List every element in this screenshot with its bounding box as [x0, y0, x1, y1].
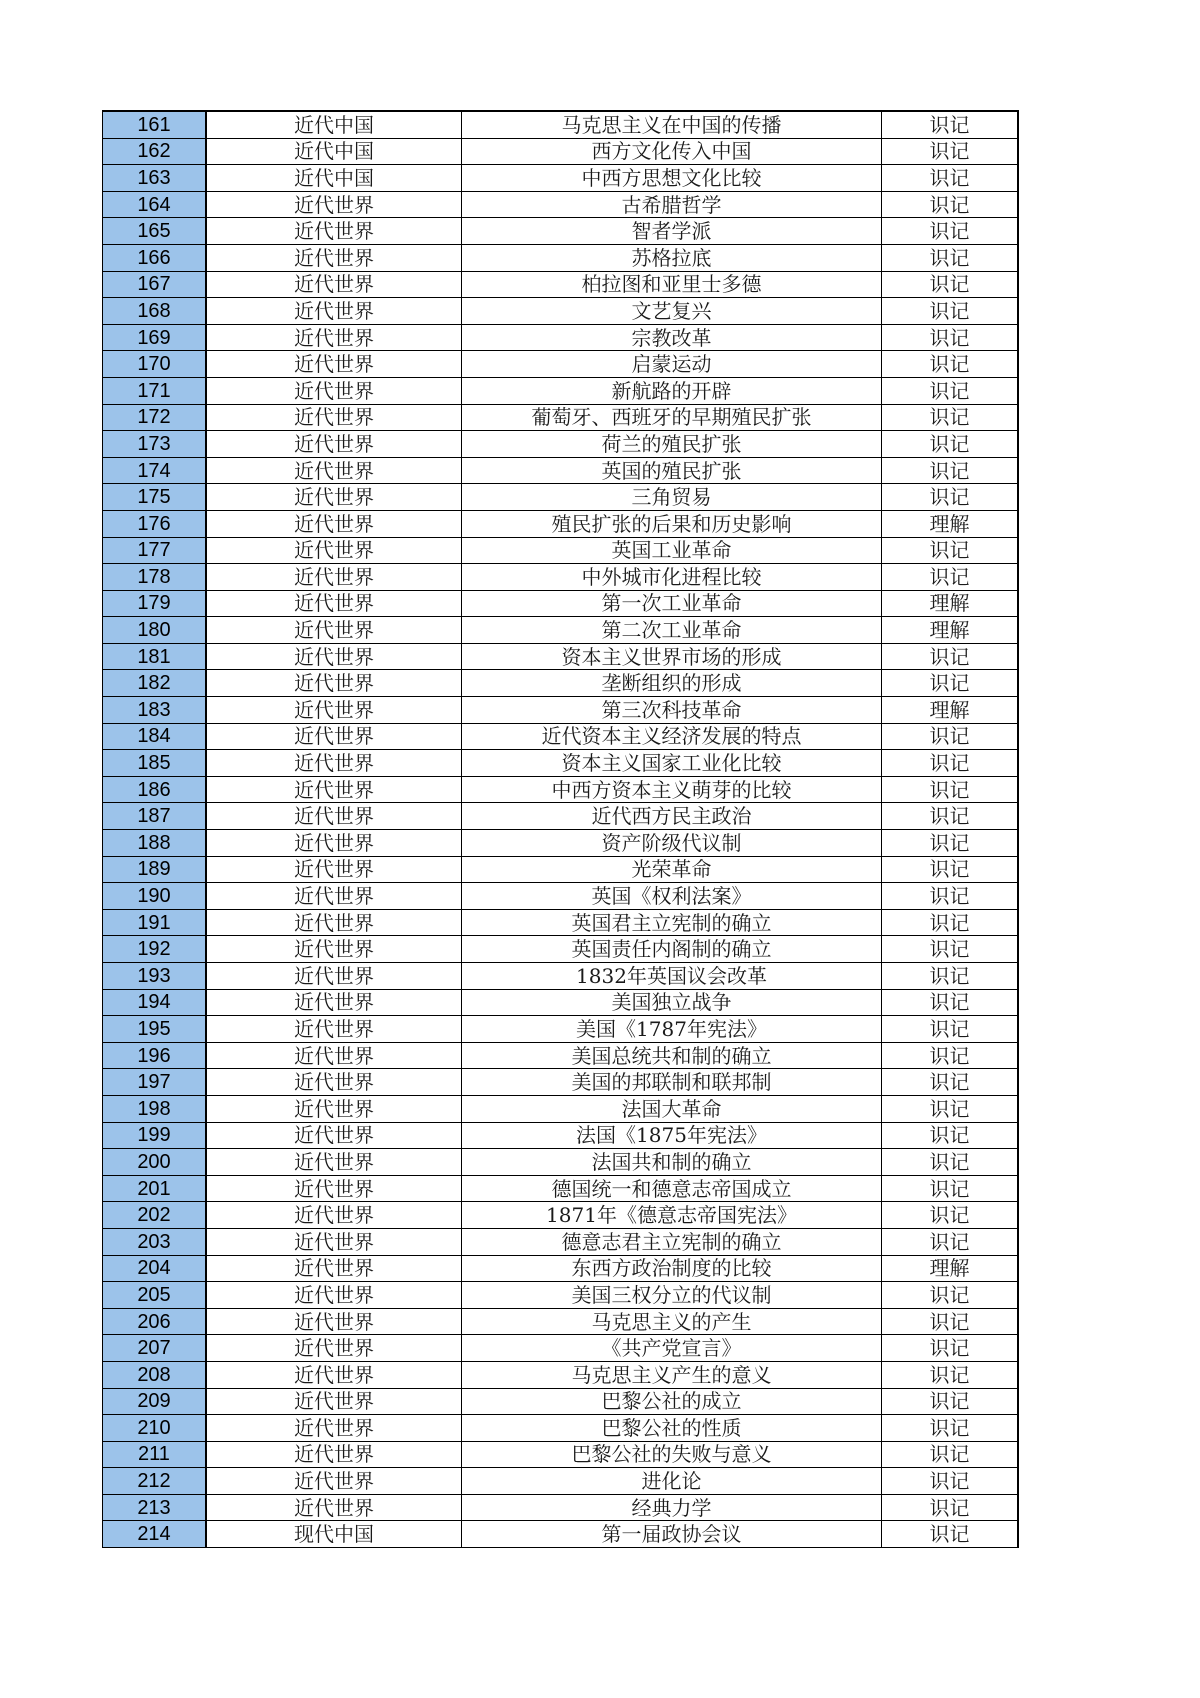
- topic-cell[interactable]: 近代西方民主政治: [462, 803, 882, 830]
- row-number-cell[interactable]: 178: [103, 564, 207, 591]
- topic-cell[interactable]: 殖民扩张的后果和历史影响: [462, 510, 882, 537]
- topic-cell[interactable]: 德国统一和德意志帝国成立: [462, 1175, 882, 1202]
- table-row: [103, 431, 1019, 458]
- category-cell[interactable]: 近代世界: [206, 1149, 462, 1176]
- row-number-cell[interactable]: 182: [103, 670, 207, 697]
- level-cell[interactable]: 识记: [882, 1122, 1019, 1149]
- topic-cell[interactable]: 中外城市化进程比较: [462, 564, 882, 591]
- row-number-cell[interactable]: 214: [103, 1521, 207, 1548]
- level-cell[interactable]: 识记: [882, 165, 1019, 192]
- row-number-cell[interactable]: 199: [103, 1122, 207, 1149]
- level-cell[interactable]: 识记: [882, 1361, 1019, 1388]
- topic-cell[interactable]: 葡萄牙、西班牙的早期殖民扩张: [462, 404, 882, 431]
- category-cell[interactable]: 近代世界: [206, 431, 462, 458]
- table-row: [103, 1361, 1019, 1388]
- table-row: [103, 1494, 1019, 1521]
- category-cell[interactable]: 近代世界: [206, 590, 462, 617]
- table-row: [103, 510, 1019, 537]
- level-cell[interactable]: 识记: [882, 1308, 1019, 1335]
- table-row: [103, 138, 1019, 165]
- row-number-cell[interactable]: 171: [103, 377, 207, 404]
- topic-cell[interactable]: 柏拉图和亚里士多德: [462, 271, 882, 298]
- category-cell[interactable]: 近代世界: [206, 324, 462, 351]
- row-number-cell[interactable]: 177: [103, 537, 207, 564]
- row-number-cell[interactable]: 187: [103, 803, 207, 830]
- level-cell[interactable]: 识记: [882, 776, 1019, 803]
- topic-cell[interactable]: 古希腊哲学: [462, 191, 882, 218]
- level-cell[interactable]: 识记: [882, 1042, 1019, 1069]
- topic-cell[interactable]: 巴黎公社的成立: [462, 1388, 882, 1415]
- row-number-cell[interactable]: 213: [103, 1494, 207, 1521]
- topic-cell[interactable]: 巴黎公社的失败与意义: [462, 1441, 882, 1468]
- topic-cell[interactable]: 德意志君主立宪制的确立: [462, 1228, 882, 1255]
- table-row: [103, 1042, 1019, 1069]
- table-row: [103, 1149, 1019, 1176]
- topic-cell[interactable]: 1871年《德意志帝国宪法》: [462, 1202, 882, 1229]
- table-row: [103, 351, 1019, 378]
- category-cell[interactable]: 近代世界: [206, 989, 462, 1016]
- category-cell[interactable]: 近代世界: [206, 1308, 462, 1335]
- category-cell[interactable]: 近代世界: [206, 670, 462, 697]
- topic-cell[interactable]: 《共产党宣言》: [462, 1335, 882, 1362]
- table-row: [103, 830, 1019, 857]
- category-cell[interactable]: 近代世界: [206, 1175, 462, 1202]
- level-cell[interactable]: 识记: [882, 457, 1019, 484]
- level-cell[interactable]: 理解: [882, 1255, 1019, 1282]
- row-number-cell[interactable]: 163: [103, 165, 207, 192]
- row-number-cell[interactable]: 173: [103, 431, 207, 458]
- level-cell[interactable]: 识记: [882, 1202, 1019, 1229]
- topic-cell[interactable]: 宗教改革: [462, 324, 882, 351]
- level-cell[interactable]: 识记: [882, 989, 1019, 1016]
- table-row: [103, 1122, 1019, 1149]
- table-body: [103, 111, 1019, 1548]
- level-cell[interactable]: 识记: [882, 377, 1019, 404]
- level-cell[interactable]: 识记: [882, 1521, 1019, 1548]
- table-row: [103, 1441, 1019, 1468]
- level-cell[interactable]: 识记: [882, 1016, 1019, 1043]
- category-cell[interactable]: 近代世界: [206, 484, 462, 511]
- topic-cell[interactable]: 美国《1787年宪法》: [462, 1016, 882, 1043]
- topic-cell[interactable]: 法国《1875年宪法》: [462, 1122, 882, 1149]
- level-cell[interactable]: 识记: [882, 1095, 1019, 1122]
- level-cell[interactable]: 识记: [882, 191, 1019, 218]
- topic-cell[interactable]: 美国三权分立的代议制: [462, 1282, 882, 1309]
- topic-cell[interactable]: 马克思主义产生的意义: [462, 1361, 882, 1388]
- topic-cell[interactable]: 智者学派: [462, 218, 882, 245]
- topic-cell[interactable]: 资本主义国家工业化比较: [462, 750, 882, 777]
- topic-cell[interactable]: 中西方资本主义萌芽的比较: [462, 776, 882, 803]
- level-cell[interactable]: 识记: [882, 564, 1019, 591]
- table-row: [103, 1335, 1019, 1362]
- table-row: [103, 1069, 1019, 1096]
- row-number-cell[interactable]: 175: [103, 484, 207, 511]
- topic-cell[interactable]: 第一届政协会议: [462, 1521, 882, 1548]
- topic-cell[interactable]: 马克思主义的产生: [462, 1308, 882, 1335]
- category-cell[interactable]: 近代世界: [206, 909, 462, 936]
- topic-cell[interactable]: 启蒙运动: [462, 351, 882, 378]
- category-cell[interactable]: 近代世界: [206, 351, 462, 378]
- row-number-cell[interactable]: 172: [103, 404, 207, 431]
- category-cell[interactable]: 近代世界: [206, 936, 462, 963]
- row-number-cell[interactable]: 186: [103, 776, 207, 803]
- table-row: [103, 617, 1019, 644]
- category-cell[interactable]: 近代世界: [206, 1202, 462, 1229]
- topic-cell[interactable]: 马克思主义在中国的传播: [462, 111, 882, 138]
- row-number-cell[interactable]: 180: [103, 617, 207, 644]
- level-cell[interactable]: 识记: [882, 1441, 1019, 1468]
- table-row: [103, 244, 1019, 271]
- table-row: [103, 936, 1019, 963]
- topic-cell[interactable]: 英国的殖民扩张: [462, 457, 882, 484]
- category-cell[interactable]: 近代世界: [206, 271, 462, 298]
- table-row: [103, 1282, 1019, 1309]
- category-cell[interactable]: 近代世界: [206, 1282, 462, 1309]
- table-row: [103, 963, 1019, 990]
- level-cell[interactable]: 识记: [882, 404, 1019, 431]
- level-cell[interactable]: 识记: [882, 1228, 1019, 1255]
- topic-cell[interactable]: 美国的邦联制和联邦制: [462, 1069, 882, 1096]
- table-row: [103, 856, 1019, 883]
- level-cell[interactable]: 识记: [882, 909, 1019, 936]
- level-cell[interactable]: 识记: [882, 1468, 1019, 1495]
- level-cell[interactable]: 识记: [882, 1149, 1019, 1176]
- row-number-cell[interactable]: 165: [103, 218, 207, 245]
- row-number-cell[interactable]: 194: [103, 989, 207, 1016]
- level-cell[interactable]: 识记: [882, 963, 1019, 990]
- topic-table: [102, 110, 1019, 1548]
- topic-cell[interactable]: 法国共和制的确立: [462, 1149, 882, 1176]
- level-cell[interactable]: 识记: [882, 856, 1019, 883]
- row-number-cell[interactable]: 166: [103, 244, 207, 271]
- category-cell[interactable]: 近代世界: [206, 1069, 462, 1096]
- level-cell[interactable]: 识记: [882, 830, 1019, 857]
- table-row: [103, 324, 1019, 351]
- table-row: [103, 1415, 1019, 1442]
- level-cell[interactable]: 识记: [882, 1388, 1019, 1415]
- level-cell[interactable]: 识记: [882, 1335, 1019, 1362]
- category-cell[interactable]: 近代世界: [206, 1468, 462, 1495]
- category-cell[interactable]: 近代世界: [206, 617, 462, 644]
- category-cell[interactable]: 近代世界: [206, 1441, 462, 1468]
- table-row: [103, 750, 1019, 777]
- table-row: [103, 111, 1019, 138]
- category-cell[interactable]: 近代世界: [206, 1388, 462, 1415]
- category-cell[interactable]: 近代世界: [206, 1415, 462, 1442]
- category-cell[interactable]: 近代中国: [206, 165, 462, 192]
- table-row: [103, 537, 1019, 564]
- table-row: [103, 909, 1019, 936]
- category-cell[interactable]: 近代世界: [206, 830, 462, 857]
- table-row: [103, 1202, 1019, 1229]
- row-number-cell[interactable]: 164: [103, 191, 207, 218]
- table-row: [103, 457, 1019, 484]
- row-number-cell[interactable]: 168: [103, 298, 207, 325]
- topic-cell[interactable]: 垄断组织的形成: [462, 670, 882, 697]
- row-number-cell[interactable]: 198: [103, 1095, 207, 1122]
- category-cell[interactable]: 近代世界: [206, 1361, 462, 1388]
- level-cell[interactable]: 识记: [882, 244, 1019, 271]
- topic-cell[interactable]: 近代资本主义经济发展的特点: [462, 723, 882, 750]
- level-cell[interactable]: 识记: [882, 670, 1019, 697]
- topic-cell[interactable]: 三角贸易: [462, 484, 882, 511]
- row-number-cell[interactable]: 188: [103, 830, 207, 857]
- table-row: [103, 1255, 1019, 1282]
- level-cell[interactable]: 识记: [882, 138, 1019, 165]
- category-cell[interactable]: 近代世界: [206, 697, 462, 724]
- table-row: [103, 723, 1019, 750]
- topic-cell[interactable]: 荷兰的殖民扩张: [462, 431, 882, 458]
- topic-cell[interactable]: 中西方思想文化比较: [462, 165, 882, 192]
- row-number-cell[interactable]: 209: [103, 1388, 207, 1415]
- topic-cell[interactable]: 经典力学: [462, 1494, 882, 1521]
- category-cell[interactable]: 近代世界: [206, 218, 462, 245]
- row-number-cell[interactable]: 196: [103, 1042, 207, 1069]
- level-cell[interactable]: 识记: [882, 111, 1019, 138]
- category-cell[interactable]: 近代中国: [206, 111, 462, 138]
- level-cell[interactable]: 识记: [882, 1415, 1019, 1442]
- topic-cell[interactable]: 文艺复兴: [462, 298, 882, 325]
- table-row: [103, 643, 1019, 670]
- row-number-cell[interactable]: 200: [103, 1149, 207, 1176]
- category-cell[interactable]: 近代世界: [206, 963, 462, 990]
- table-row: [103, 776, 1019, 803]
- level-cell[interactable]: 理解: [882, 697, 1019, 724]
- category-cell[interactable]: 近代世界: [206, 856, 462, 883]
- topic-cell[interactable]: 英国工业革命: [462, 537, 882, 564]
- category-cell[interactable]: 近代世界: [206, 803, 462, 830]
- topic-cell[interactable]: 西方文化传入中国: [462, 138, 882, 165]
- row-number-cell[interactable]: 195: [103, 1016, 207, 1043]
- topic-cell[interactable]: 资本主义世界市场的形成: [462, 643, 882, 670]
- topic-cell[interactable]: 光荣革命: [462, 856, 882, 883]
- row-number-cell[interactable]: 190: [103, 883, 207, 910]
- topic-cell[interactable]: 法国大革命: [462, 1095, 882, 1122]
- row-number-cell[interactable]: 179: [103, 590, 207, 617]
- table-row: [103, 1175, 1019, 1202]
- table-row: [103, 590, 1019, 617]
- topic-cell[interactable]: 1832年英国议会改革: [462, 963, 882, 990]
- category-cell[interactable]: 近代世界: [206, 1122, 462, 1149]
- topic-cell[interactable]: 苏格拉底: [462, 244, 882, 271]
- table-row: [103, 218, 1019, 245]
- row-number-cell[interactable]: 191: [103, 909, 207, 936]
- category-cell[interactable]: 近代世界: [206, 776, 462, 803]
- row-number-cell[interactable]: 161: [103, 111, 207, 138]
- row-number-cell[interactable]: 203: [103, 1228, 207, 1255]
- category-cell[interactable]: 近代世界: [206, 1042, 462, 1069]
- topic-cell[interactable]: 美国独立战争: [462, 989, 882, 1016]
- level-cell[interactable]: 识记: [882, 271, 1019, 298]
- level-cell[interactable]: 识记: [882, 1494, 1019, 1521]
- category-cell[interactable]: 近代世界: [206, 510, 462, 537]
- level-cell[interactable]: 识记: [882, 218, 1019, 245]
- category-cell[interactable]: 近代中国: [206, 138, 462, 165]
- row-number-cell[interactable]: 185: [103, 750, 207, 777]
- table-row: [103, 298, 1019, 325]
- level-cell[interactable]: 识记: [882, 723, 1019, 750]
- table-row: [103, 1228, 1019, 1255]
- category-cell[interactable]: 近代世界: [206, 643, 462, 670]
- table-row: [103, 1521, 1019, 1548]
- level-cell[interactable]: 识记: [882, 484, 1019, 511]
- level-cell[interactable]: 识记: [882, 351, 1019, 378]
- level-cell[interactable]: 识记: [882, 1069, 1019, 1096]
- row-number-cell[interactable]: 206: [103, 1308, 207, 1335]
- category-cell[interactable]: 近代世界: [206, 883, 462, 910]
- topic-cell[interactable]: 进化论: [462, 1468, 882, 1495]
- category-cell[interactable]: 近代世界: [206, 1095, 462, 1122]
- topic-cell[interactable]: 英国责任内阁制的确立: [462, 936, 882, 963]
- row-number-cell[interactable]: 210: [103, 1415, 207, 1442]
- row-number-cell[interactable]: 167: [103, 271, 207, 298]
- row-number-cell[interactable]: 162: [103, 138, 207, 165]
- table-row: [103, 1095, 1019, 1122]
- row-number-cell[interactable]: 174: [103, 457, 207, 484]
- row-number-cell[interactable]: 193: [103, 963, 207, 990]
- table-row: [103, 271, 1019, 298]
- row-number-cell[interactable]: 189: [103, 856, 207, 883]
- category-cell[interactable]: 近代世界: [206, 191, 462, 218]
- category-cell[interactable]: 现代中国: [206, 1521, 462, 1548]
- category-cell[interactable]: 近代世界: [206, 1016, 462, 1043]
- level-cell[interactable]: 识记: [882, 883, 1019, 910]
- level-cell[interactable]: 理解: [882, 590, 1019, 617]
- category-cell[interactable]: 近代世界: [206, 537, 462, 564]
- row-number-cell[interactable]: 169: [103, 324, 207, 351]
- row-number-cell[interactable]: 205: [103, 1282, 207, 1309]
- category-cell[interactable]: 近代世界: [206, 1255, 462, 1282]
- row-number-cell[interactable]: 201: [103, 1175, 207, 1202]
- topic-cell[interactable]: 新航路的开辟: [462, 377, 882, 404]
- level-cell[interactable]: 识记: [882, 431, 1019, 458]
- level-cell[interactable]: 识记: [882, 298, 1019, 325]
- category-cell[interactable]: 近代世界: [206, 377, 462, 404]
- level-cell[interactable]: 识记: [882, 936, 1019, 963]
- row-number-cell[interactable]: 202: [103, 1202, 207, 1229]
- table-row: [103, 989, 1019, 1016]
- level-cell[interactable]: 识记: [882, 537, 1019, 564]
- category-cell[interactable]: 近代世界: [206, 564, 462, 591]
- level-cell[interactable]: 识记: [882, 750, 1019, 777]
- level-cell[interactable]: 识记: [882, 1282, 1019, 1309]
- topic-cell[interactable]: 资产阶级代议制: [462, 830, 882, 857]
- category-cell[interactable]: 近代世界: [206, 750, 462, 777]
- category-cell[interactable]: 近代世界: [206, 457, 462, 484]
- table-row: [103, 1468, 1019, 1495]
- topic-cell[interactable]: 美国总统共和制的确立: [462, 1042, 882, 1069]
- table-row: [103, 803, 1019, 830]
- table-row: [103, 697, 1019, 724]
- table-row: [103, 1308, 1019, 1335]
- category-cell[interactable]: 近代世界: [206, 1494, 462, 1521]
- level-cell[interactable]: 识记: [882, 324, 1019, 351]
- topic-cell[interactable]: 第三次科技革命: [462, 697, 882, 724]
- row-number-cell[interactable]: 212: [103, 1468, 207, 1495]
- row-number-cell[interactable]: 184: [103, 723, 207, 750]
- category-cell[interactable]: 近代世界: [206, 1228, 462, 1255]
- table-row: [103, 484, 1019, 511]
- level-cell[interactable]: 理解: [882, 617, 1019, 644]
- topic-cell[interactable]: 东西方政治制度的比较: [462, 1255, 882, 1282]
- topic-cell[interactable]: 第一次工业革命: [462, 590, 882, 617]
- table-row: [103, 191, 1019, 218]
- table-row: [103, 564, 1019, 591]
- category-cell[interactable]: 近代世界: [206, 723, 462, 750]
- row-number-cell[interactable]: 197: [103, 1069, 207, 1096]
- level-cell[interactable]: 识记: [882, 643, 1019, 670]
- category-cell[interactable]: 近代世界: [206, 1335, 462, 1362]
- level-cell[interactable]: 识记: [882, 1175, 1019, 1202]
- row-number-cell[interactable]: 181: [103, 643, 207, 670]
- row-number-cell[interactable]: 183: [103, 697, 207, 724]
- table-row: [103, 670, 1019, 697]
- level-cell[interactable]: 理解: [882, 510, 1019, 537]
- level-cell[interactable]: 识记: [882, 803, 1019, 830]
- table-row: [103, 1016, 1019, 1043]
- table-row: [103, 404, 1019, 431]
- category-cell[interactable]: 近代世界: [206, 244, 462, 271]
- row-number-cell[interactable]: 207: [103, 1335, 207, 1362]
- table-row: [103, 1388, 1019, 1415]
- row-number-cell[interactable]: 208: [103, 1361, 207, 1388]
- row-number-cell[interactable]: 192: [103, 936, 207, 963]
- topic-cell[interactable]: 第二次工业革命: [462, 617, 882, 644]
- table-row: [103, 165, 1019, 192]
- category-cell[interactable]: 近代世界: [206, 298, 462, 325]
- topic-cell[interactable]: 英国《权利法案》: [462, 883, 882, 910]
- table-row: [103, 883, 1019, 910]
- row-number-cell[interactable]: 170: [103, 351, 207, 378]
- table-row: [103, 377, 1019, 404]
- category-cell[interactable]: 近代世界: [206, 404, 462, 431]
- topic-cell[interactable]: 英国君主立宪制的确立: [462, 909, 882, 936]
- row-number-cell[interactable]: 204: [103, 1255, 207, 1282]
- row-number-cell[interactable]: 176: [103, 510, 207, 537]
- topic-cell[interactable]: 巴黎公社的性质: [462, 1415, 882, 1442]
- row-number-cell[interactable]: 211: [103, 1441, 207, 1468]
